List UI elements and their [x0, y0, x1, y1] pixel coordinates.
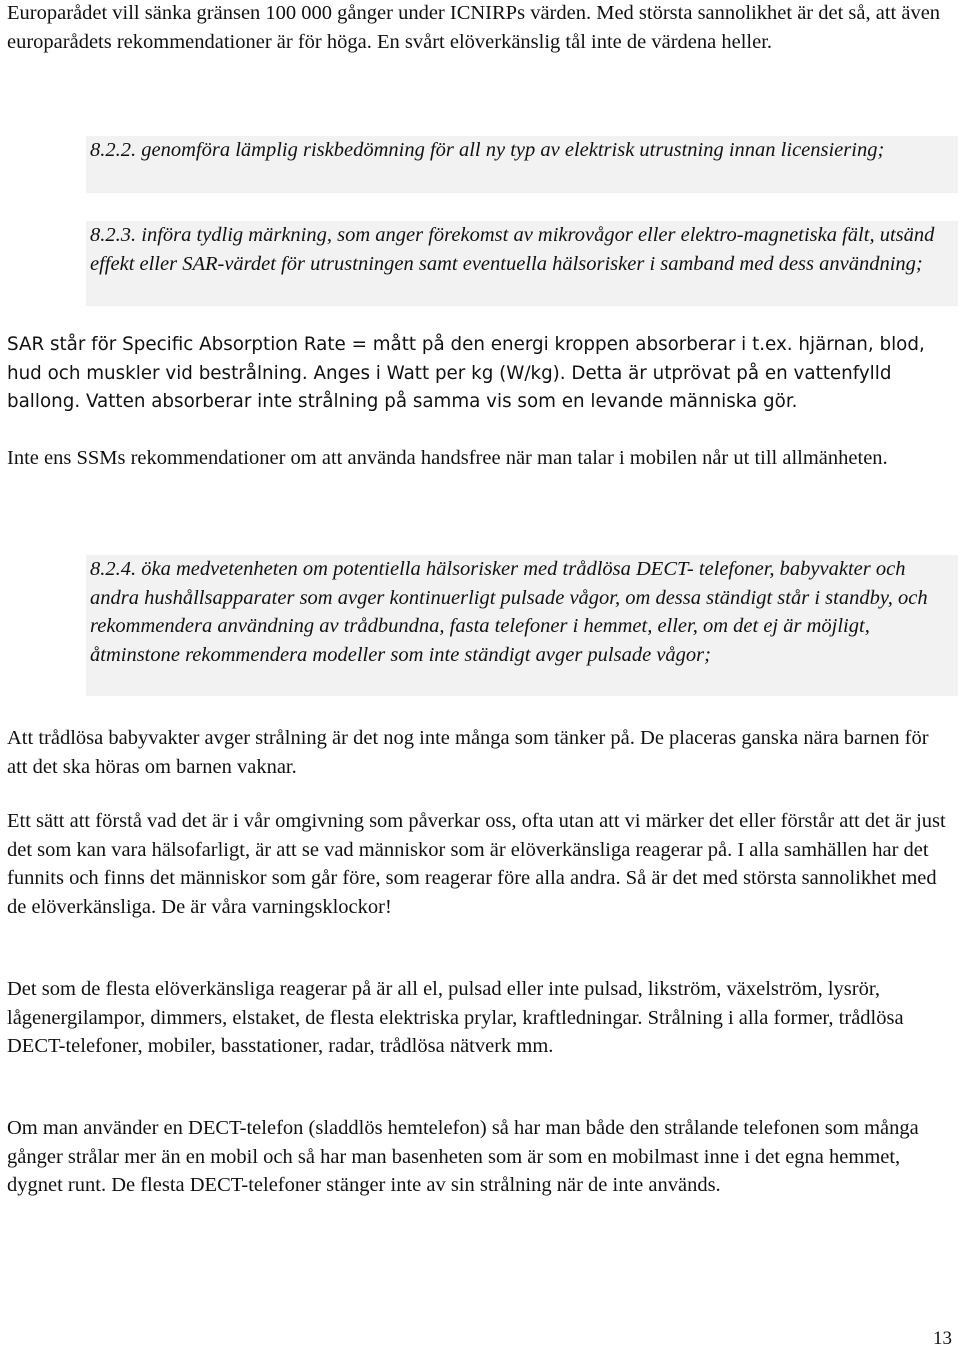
- babyvakter-paragraph: Att trådlösa babyvakter avger strålning är det nog inte många som tänker på. De placeras ganska nära barnen för att det ska höras om barnen vaknar.: [7, 727, 929, 778]
- recommendation-8-2-2: 8.2.2. genomföra lämplig riskbedömning för all ny typ av elektrisk utrustning innan licensiering;: [86, 136, 958, 193]
- ssm-paragraph: Inte ens SSMs rekommendationer om att använda handsfree när man talar i mobilen når ut till allmänheten.: [7, 447, 888, 469]
- dect-paragraph: Om man använder en DECT-telefon (sladdlös hemtelefon) så har man både den strålande telefonen som många gånger strålar mer än en mobil och så har man basenheten som är som en mobilmast inne i det egna hemmet, dygnet runt. De flesta DECT-telefoner stänger inte av sin strålning när de inte används.: [7, 1117, 919, 1196]
- intro-paragraph: Europarådet vill sänka gränsen 100 000 gånger under ICNIRPs värden. Med största sannolikhet är det så, att även europarådets rekommendationer är för höga. En svårt elöverkänslig tål inte de värdena heller.: [7, 2, 941, 53]
- page-number: 13: [933, 1328, 952, 1349]
- recommendation-8-2-4: 8.2.4. öka medvetenheten om potentiella hälsorisker med trådlösa DECT- telefoner, babyvakter och andra hushållsapparater som avger kontinuerligt pulsade vågor, om dessa ständigt står i standby, och rekommendera användning av trådbundna, fasta telefoner i hemmet, eller, om det ej är möjligt, åtminstone rekommendera modeller som inte ständigt avger pulsade vågor;: [86, 555, 958, 696]
- reagerar-paragraph: Det som de flesta elöverkänsliga reagerar på är all el, pulsad eller inte pulsad, likström, växelström, lysrör, lågenergilampor, dimmers, elstaket, de flesta elektriska prylar, kraftledningar. Strålning i alla former, trådlösa DECT-telefoner, mobiler, basstationer, radar, trådlösa nätverk mm.: [7, 978, 904, 1057]
- sar-paragraph: SAR står för Specific Absorption Rate = mått på den energi kroppen absorberar i t.ex. hjärnan, blod, hud och muskler vid bestrålning. Anges i Watt per kg (W/kg). Detta är utprövat på en vattenfylld ballong. Vatten absorberar inte strålning på samma vis som en levande människa gör.: [7, 334, 925, 412]
- omgivning-paragraph: Ett sätt att förstå vad det är i vår omgivning som påverkar oss, ofta utan att vi märker det eller förstår att det är just det som kan vara hälsofarligt, är att se vad människor som är elöverkänsliga reagerar på. I alla samhällen har det funnits och finns det människor som går före, som reagerar före alla andra. Så är det med största sannolikhet med de elöverkänsliga. De är våra varningsklockor!: [7, 810, 946, 918]
- recommendation-8-2-3: 8.2.3. införa tydlig märkning, som anger förekomst av mikrovågor eller elektro-magnetiska fält, utsänd effekt eller SAR-värdet för utrustningen samt eventuella hälsorisker i samband med dess användning;: [86, 221, 958, 306]
